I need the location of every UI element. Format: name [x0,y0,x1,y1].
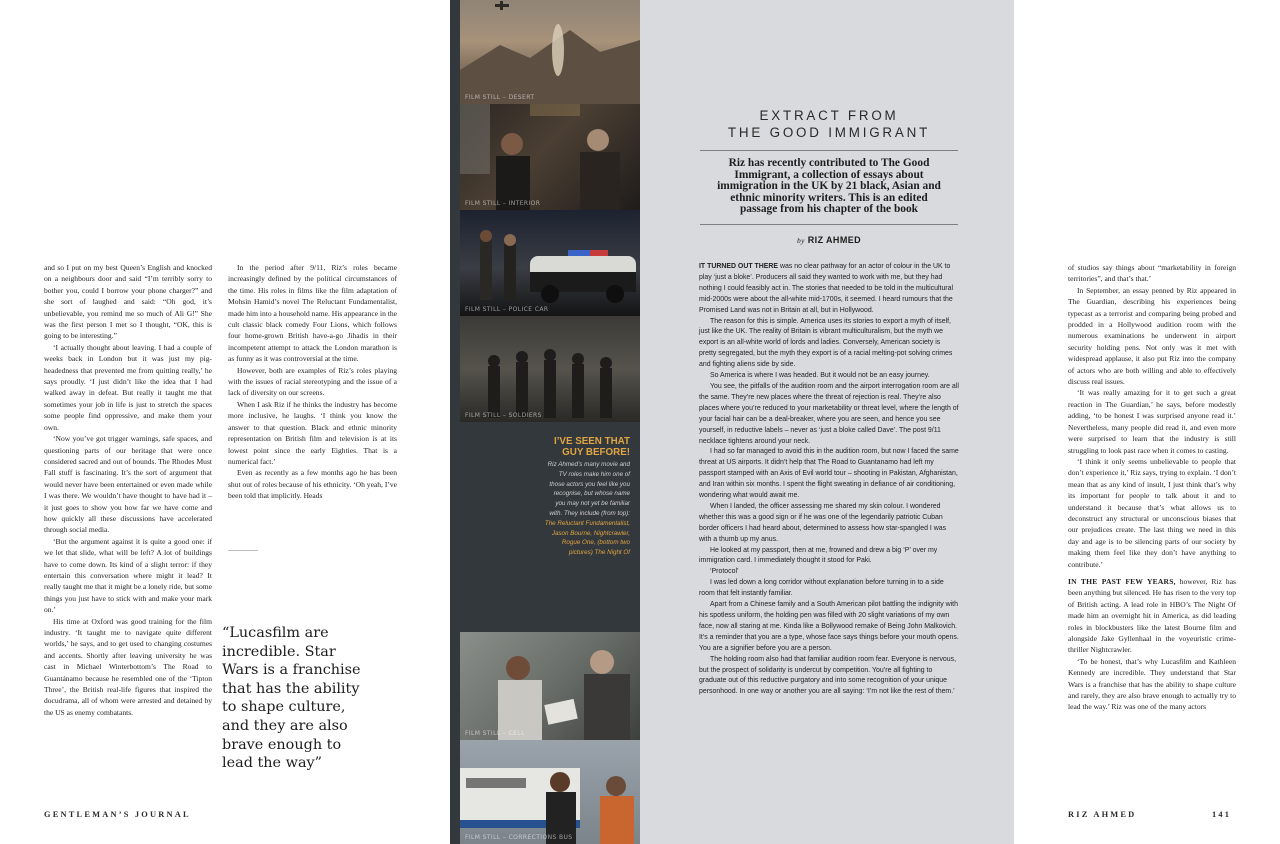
paragraph: and so I put on my best Queen’s English and knocked on a neighbours door and said “I’m terribly sorry to bother you, could I borrow your phone charger?” and she sort of laughed and said: “Oh god, it’s unbelievable, you remind me so much of Ali G!” She was the first person I met so I thought, “OK, this is going to be interesting.” [44,263,212,341]
desert-scene-icon [460,0,640,104]
photo-label: FILM STILL – POLICE CAR [465,306,549,313]
paragraph: ‘Now you’ve got trigger warnings, safe spaces, and questioning parts of our heritage that were once considered sacred and out of bounds. The Rhodes Must Fall stuff is fascinating. It’s the sort of argument that would never have been entertained or even made while I was there. We wouldn’t have thought to have had it – it just goes to show you how far we have come and how quickly all these discussions have accelerated through social media. [44,434,212,535]
standfirst-line: Riz has recently contributed to The Good [728,157,930,169]
standfirst-line: ethnic minority writers. This is an edited [730,191,928,204]
extract-lead-in: IT TURNED OUT THERE [699,263,779,270]
caption-line: those actors you feel like you [549,480,630,488]
caption-line: you may not yet be familiar [555,500,630,508]
footer-section-name: RIZ AHMED [1068,810,1137,819]
extract-rule-bottom [700,224,958,225]
paragraph [699,262,959,317]
pull-quote [222,624,422,773]
two-men-scene-icon [460,104,640,210]
run-in-heading: IN THE PAST FEW YEARS, [1068,576,1176,586]
paragraph: In September, an essay penned by Riz appeared in The Guardian, describing his experiences being typecast as a terrorist and comparing being probed and prodded in a Hollywood audition room with the numerous examinations he underwent in airport security holding pens. Not only was it met with widespread applause, it also put Riz into the company of actors who are both willing and able to effectively discuss real issues. [1068,285,1236,387]
paragraph [1068,576,1236,656]
sidebar-heading-line: I’VE SEEN THAT [553,436,630,447]
paragraph: ‘To be honest, that’s why Lucasfilm and Kathleen Kennedy are incredible. They understand that Star Wars is a franchise that has the ability to shape culture and rarely, they are also brave enough to actually try to lead the way.’ Riz was one of the many actors [1068,656,1236,712]
caption-line: recognise, but whose name [553,490,630,498]
paragraph: ‘But the argument against it is quite a good one: if we let that slide, what will be left? A lot of buildings have to come down. Its kind of a slight terror: if they entertain this conversation where might it lead? It really taught me that it might be a lonely ride, but some things you just have to stick with and make your mark on.’ [44,536,212,615]
paragraph: I was led down a long corridor without explanation before turning in to a side room that felt instantly familiar. [699,579,944,598]
paragraph: Apart from a Chinese family and a South American pilot battling the indignity with his spotless uniform, the holding pen was filled with 20 slight variations of my own face, now all staring at me. Kinda like a Bollywood remake of Being John Malkovich. It’s a reminder that you are a type, whose face says things before your mouth opens. You are a signifier before you are a person. [699,601,959,652]
pull-quote-line: Wars is a franchise [222,662,361,679]
paragraph: When I landed, the officer assessing me shared my skin colour. I wondered whether this was a good sign or if he was one of the legendarily patriotic Cuban border officers I had heard about, determined to assess how star-spangled I was with a thumb up my anus. [699,502,947,543]
photo-label: FILM STILL – DESERT [465,94,535,101]
article-column-2 [228,262,397,502]
paragraph: The holding room also had that familiar audition room fear. Everyone is nervous, but the prospect of solidarity is undercut by competition. You’re all fighting to graduate out of this reductive purgatory and into some recognition of your unique personhood. In one way or another you are all saying: ‘I’m not like the rest of them.’ [699,655,957,696]
cell-scene-icon [460,632,640,740]
paragraph: He looked at my passport, then at me, frowned and drew a big ‘P’ over my immigration card. I immediately thought it stood for Paki. [699,546,938,565]
paragraph-text: was no clear pathway for an actor of colour in the UK to play ‘just a bloke’. Producers all said they wanted to work with me, but they had nothing I could feasibly act in. The stories that needed to be told in the multicultural mid-2000s were about the all-white mid-1700s, it seemed. I heard rumours that the Promised Land was not in Britain at all, but in Hollywood. [699,263,954,314]
standfirst-line: immigration in the UK by 21 black, Asian and [717,180,941,193]
paragraph: ‘Protocol’ [710,568,739,576]
page-number: 141 [1212,810,1232,819]
pull-quote-line: and they are also [222,717,348,734]
paragraph: I had so far managed to avoid this in the audition room, but now I faced the same threat at US airports. It didn’t help that The Road to Guantanamo had left my passport stamped with an Axis of Evil world tour – shooting in Pakistan, Afghanistan, and Iran within six months. I spent the flight sweating in defiance of air conditioning, wondering what would await me. [699,448,959,500]
police-car-scene-icon [460,210,640,316]
film-still-corrections-bus [460,740,640,844]
caption-line: Jason Bourne, Nightcrawler, [551,529,630,537]
pull-quote-line: that has the ability [222,680,360,697]
paragraph: When I ask Riz if he thinks the industry has become more inclusive, he laughs. ‘I think you know the answer to that question. Black and ethnic minority representation on British film and television is at its lowest point since the early Eighties. That is a numerical fact.’ [228,399,397,466]
photo-strip [450,0,640,844]
caption-line: Riz Ahmed’s many movie and [547,461,630,468]
film-still-cell [460,632,640,740]
photo-label: FILM STILL – CORRECTIONS BUS [465,834,573,841]
paragraph: So America is where I was headed. But it would not be an easy journey. [710,372,930,380]
pull-quote-line: incredible. Star [222,643,336,660]
bus-scene-icon [460,740,640,844]
extract-standfirst [700,158,958,216]
paragraph: Even as recently as a few months ago he has been shut out of roles because of his ethnicity. ‘Oh yeah, I’ve been told that implicitly. Heads [228,468,397,501]
paragraph: of studios say things about “marketability in foreign territories”, and that’s that.’ [1068,263,1236,284]
byline-prefix: by [796,236,805,245]
film-still-interior [460,104,640,210]
article-column-5 [1068,262,1236,713]
photo-label: FILM STILL – INTERIOR [465,200,541,207]
paragraph: His time at Oxford was good training for the film industry. ‘It taught me to navigate quite different worlds,’ he says, and to get used to changing costumes and accents. Shortly after leaving university he was cast in Michael Winterbottom’s The Road to Guantánamo because he resembled one of the ‘Tipton Three’, the British real-life figures that inspired the docudrama, all of whom were arrested and detained by the US as enemy combatants. [44,616,212,717]
film-still-soldiers [460,316,640,422]
caption-line: Rogue One, (bottom two [561,539,630,547]
paragraph: ‘I actually thought about leaving. I had a couple of weeks back in London but it was just my pig-headedness that prevented me from quitting really,’ he says proudly. ‘I just didn’t like the idea that I had walked away in defeat. But really it taught me that sometimes your job in life is just to stretch the spaces some people find oppressive, and make them your own. [44,342,212,432]
extract-rule-top [700,150,958,151]
caption-line: with. They include (from top): [549,509,630,517]
extract-body [699,262,959,698]
paragraph: However, both are examples of Riz’s roles playing with the issues of racial stereotyping and the issue of a lack of diversity on our screens. [228,365,397,398]
extract-heading-line: EXTRACT FROM [759,108,899,123]
paragraph: The reason for this is simple. America uses its stories to export a myth of itself, just like the UK. The reality of Britain is vibrant multiculturalism, but the myth we export is an all-white world of lords and ladies. Conversely, American society is pretty segregated, but the myth they export is of a racial melting-pot solving crimes and fighting aliens side by side. [699,317,953,369]
footer-publication-name: GENTLEMAN’S JOURNAL [44,810,191,819]
pull-quote-line: lead the way” [222,755,323,772]
paragraph: ‘I think it only seems unbelievable to people that don’t experience it,’ Riz says, trying to explain. ‘I don’t mean that as any kind of insult, I just think that’s why its important for people to talk about it and to understand it because that’s what allows us to deconstruct any structural or unconscious biases that our prejudices create. The last thing we need in this day and age is to be silencing parts of our society by making them feel like they don’t have anything to contribute.’ [1068,456,1236,569]
paragraph: You see, the pitfalls of the audition room and the airport interrogation room are all the same. They’re new places where the threat of rejection is real. They’re also places where you’re reduced to your marketability or threat level, where the length of your facial hair can be a deal-breaker, where you are seen, and hence you see yourself, in reductive labels – never as ‘just a bloke called Dave’. The post 9/11 necklace tightens around your neck. [699,382,959,445]
byline-name: RIZ AHMED [807,235,862,245]
caption-line: The Reluctant Fundamentalist, [544,519,630,527]
article-column-1 [44,262,212,718]
extract-heading-line: THE GOOD IMMIGRANT [727,125,931,140]
pull-quote-line: “Lucasfilm are [222,625,329,641]
pull-quote-line: to shape culture, [222,699,346,716]
column-divider-rule [228,550,258,551]
paragraph-text: however, Riz has been anything but silenced. He has risen to the very top of British acting. A lead role in HBO’s The Night Of made him an overnight hit in America, as did leading roles in blockbusters like the latest Bourne film and alongside Jake Gyllenhaal in the voyeuristic crime-thriller Nightcrawler. [1068,576,1236,655]
extract-heading [700,107,958,141]
paragraph: In the period after 9/11, Riz’s roles became increasingly defined by the political circumstances of the time. His roles in films like the film adaptation of Mohsin Hamid’s novel The Reluctant Fundamentalist, made him into a household name. His appearance in the cult classic black comedy Four Lions, which follows four home-grown British have-a-go Jihadis in their incompetent attempt to attack the London marathon is as funny as it was controversial at the time. [228,263,397,364]
standfirst-line: Immigrant, a collection of essays about [734,168,924,181]
film-still-desert [460,0,640,104]
soldiers-scene-icon [460,316,640,422]
photo-label: FILM STILL – SOLDIERS [465,412,542,419]
caption-line: pictures) The Night Of [568,549,630,557]
extract-byline [700,235,958,245]
film-still-police-car [460,210,640,316]
standfirst-line: passage from his chapter of the book [739,203,919,216]
sidebar-heading-line: GUY BEFORE! [562,447,630,458]
sidebar-heading [460,436,630,458]
pull-quote-line: brave enough to [222,736,342,753]
caption-line: TV roles make him one of [558,470,630,478]
paragraph: ‘It was really amazing for it to get such a great reaction in The Guardian,’ he says, before modestly adding, ‘to be honest I was surprised anyone read it.’ Nevertheless, many people did read it, and even more were surprised to learn that the industry is still struggling to look past race when it comes to casting. [1068,388,1236,455]
photo-label: FILM STILL – CELL [465,730,525,737]
sidebar-caption [460,460,630,558]
